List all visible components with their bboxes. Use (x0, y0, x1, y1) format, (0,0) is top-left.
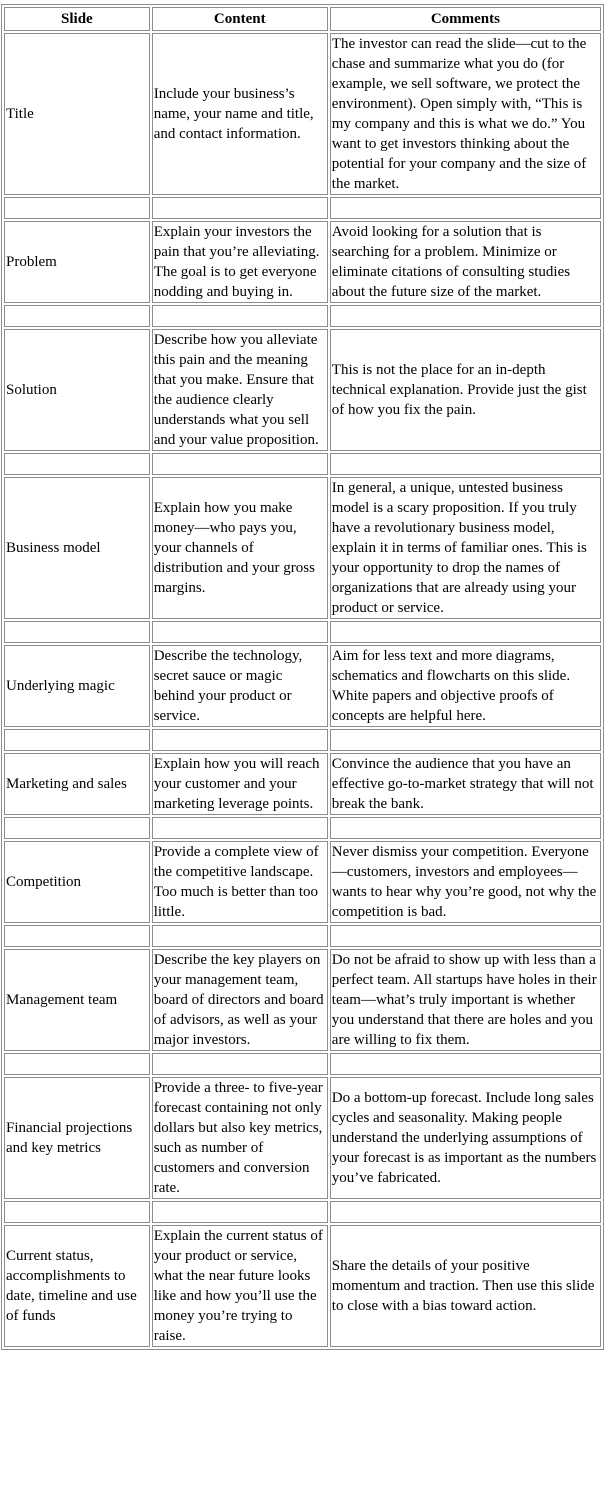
spacer-cell (152, 729, 328, 751)
spacer-cell (152, 305, 328, 327)
cell-slide: Competition (4, 841, 150, 923)
cell-comments: Do not be afraid to show up with less than a perfect team. All startups have holes in their team—what’s truly important is whether you understand that there are holes and you are willing to fix them. (330, 949, 601, 1051)
cell-comments: Never dismiss your competition. Everyone—customers, investors and employees—wants to hear why you’re good, not why the competition is bad. (330, 841, 601, 923)
spacer-cell (4, 925, 150, 947)
spacer-cell (152, 197, 328, 219)
spacer-row (4, 729, 601, 751)
spacer-cell (330, 729, 601, 751)
spacer-row (4, 1053, 601, 1075)
spacer-row (4, 817, 601, 839)
cell-comments: This is not the place for an in-depth technical explanation. Provide just the gist of how you fix the pain. (330, 329, 601, 451)
cell-comments: Share the details of your positive momentum and traction. Then use this slide to close with a bias toward action. (330, 1225, 601, 1347)
spacer-row (4, 453, 601, 475)
spacer-cell (330, 197, 601, 219)
table-row (4, 329, 601, 451)
spacer-cell (330, 453, 601, 475)
cell-comments: Aim for less text and more diagrams, schematics and flowcharts on this slide. White papers and objective proofs of concepts are helpful here. (330, 645, 601, 727)
spacer-cell (152, 621, 328, 643)
spacer-cell (152, 1053, 328, 1075)
spacer-cell (152, 453, 328, 475)
spacer-cell (4, 305, 150, 327)
spacer-cell (4, 621, 150, 643)
cell-comments: In general, a unique, untested business model is a scary proposition. If you truly have a revolutionary business model, explain it in terms of familiar ones. This is your opportunity to drop the names of organizations that are already using your product or service. (330, 477, 601, 619)
header-comments: Comments (330, 7, 601, 31)
spacer-row (4, 621, 601, 643)
spacer-cell (330, 1201, 601, 1223)
spacer-cell (152, 1201, 328, 1223)
cell-slide: Underlying magic (4, 645, 150, 727)
cell-content: Explain the current status of your product or service, what the near future looks like and how you’ll use the money you’re trying to raise. (152, 1225, 328, 1347)
header-slide: Slide (4, 7, 150, 31)
cell-content: Explain how you make money—who pays you, your channels of distribution and your gross margins. (152, 477, 328, 619)
spacer-row (4, 197, 601, 219)
spacer-cell (330, 305, 601, 327)
spacer-cell (4, 817, 150, 839)
cell-slide: Marketing and sales (4, 753, 150, 815)
table-row (4, 33, 601, 195)
table-row (4, 949, 601, 1051)
spacer-cell (152, 925, 328, 947)
spacer-cell (4, 729, 150, 751)
cell-content: Explain your investors the pain that you’re alleviating. The goal is to get everyone nodding and buying in. (152, 221, 328, 303)
table-body (4, 33, 601, 1347)
table-row (4, 645, 601, 727)
cell-slide: Problem (4, 221, 150, 303)
spacer-row (4, 305, 601, 327)
spacer-cell (330, 1053, 601, 1075)
cell-comments: Convince the audience that you have an effective go-to-market strategy that will not break the bank. (330, 753, 601, 815)
spacer-cell (4, 1201, 150, 1223)
spacer-cell (4, 1053, 150, 1075)
cell-slide: Business model (4, 477, 150, 619)
header-row (4, 7, 601, 31)
cell-comments: The investor can read the slide—cut to the chase and summarize what you do (for example, we sell software, we protect the environment). Open simply with, “This is my company and this is what we do.” You want to get investors thinking about the potential for your company and the size of the market. (330, 33, 601, 195)
spacer-cell (4, 197, 150, 219)
table-row (4, 1077, 601, 1199)
cell-content: Describe the technology, secret sauce or magic behind your product or service. (152, 645, 328, 727)
spacer-cell (152, 817, 328, 839)
header-content: Content (152, 7, 328, 31)
spacer-row (4, 1201, 601, 1223)
cell-content: Describe the key players on your management team, board of directors and board of advisors, as well as your major investors. (152, 949, 328, 1051)
cell-content: Provide a three- to five-year forecast containing not only dollars but also key metrics, such as number of customers and conversion rate. (152, 1077, 328, 1199)
cell-content: Explain how you will reach your customer and your marketing leverage points. (152, 753, 328, 815)
table-row (4, 1225, 601, 1347)
spacer-cell (4, 453, 150, 475)
cell-comments: Do a bottom-up forecast. Include long sales cycles and seasonality. Making people understand the underlying assumptions of your forecast is as important as the numbers you’ve fabricated. (330, 1077, 601, 1199)
cell-content: Provide a complete view of the competitive landscape. Too much is better than too little. (152, 841, 328, 923)
cell-content: Include your business’s name, your name and title, and contact information. (152, 33, 328, 195)
spacer-cell (330, 817, 601, 839)
spacer-cell (330, 925, 601, 947)
cell-slide: Current status, accomplishments to date, timeline and use of funds (4, 1225, 150, 1347)
table-row (4, 477, 601, 619)
spacer-cell (330, 621, 601, 643)
table-row (4, 221, 601, 303)
cell-slide: Financial projections and key metrics (4, 1077, 150, 1199)
cell-comments: Avoid looking for a solution that is searching for a problem. Minimize or eliminate citations of consulting studies about the future size of the market. (330, 221, 601, 303)
cell-slide: Title (4, 33, 150, 195)
table-row (4, 753, 601, 815)
cell-slide: Management team (4, 949, 150, 1051)
spacer-row (4, 925, 601, 947)
table-row (4, 841, 601, 923)
cell-content: Describe how you alleviate this pain and the meaning that you make. Ensure that the audience clearly understands what you sell and your value proposition. (152, 329, 328, 451)
pitch-deck-table (1, 4, 604, 1350)
cell-slide: Solution (4, 329, 150, 451)
